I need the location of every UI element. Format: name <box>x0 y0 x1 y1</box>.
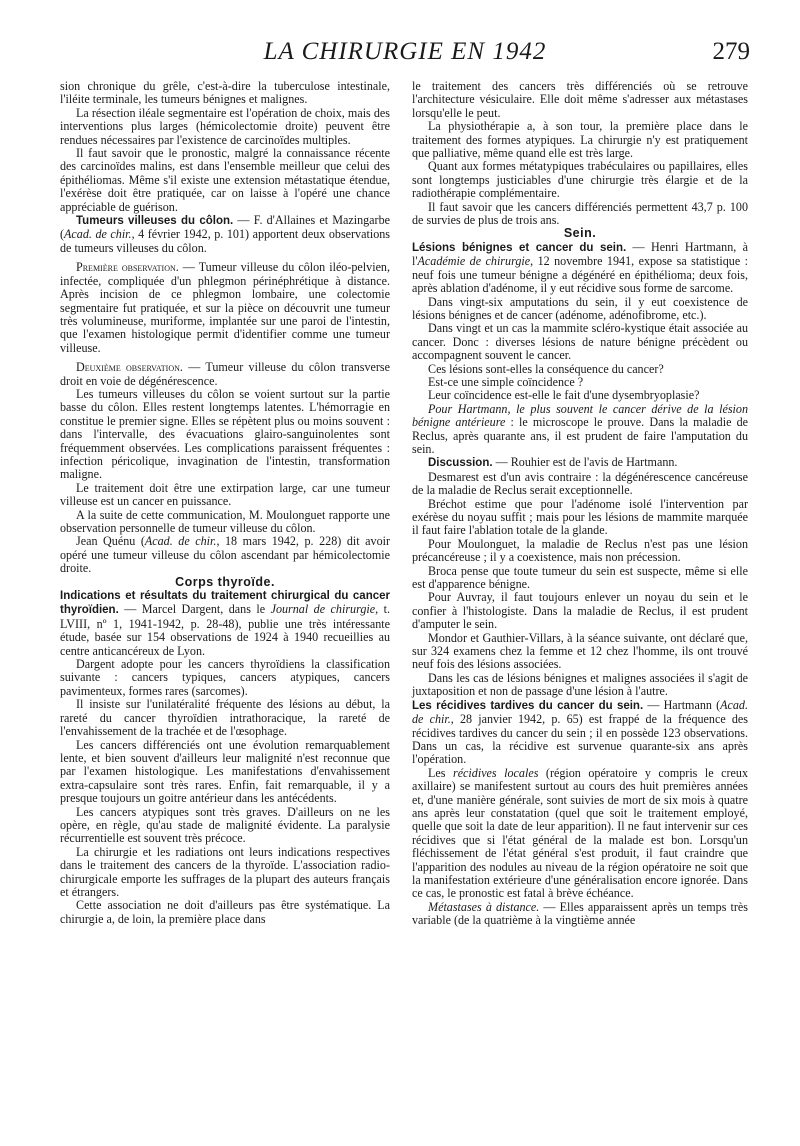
text-run: , 28 janvier 1942, p. 65) est frappé de la fréquence des récidives tardives du cancer du sein ; il en possède 123 observations. Dans un cas, la récidive est survenue quarante-six ans après l'opération. <box>412 712 748 767</box>
text-run: , 12 novembre 1941, expose sa statistique : neuf fois une tumeur bénigne a dégénéré en épithélioma; deux fois, après ablation d'adénome, il y eut récidive sous forme de sarcome. <box>412 254 748 296</box>
citation: Acad. de chir. <box>64 227 132 242</box>
entry-heading: Lésions bénignes et cancer du sein. <box>412 241 627 254</box>
text-run: — Tumeur villeuse du côlon transverse droit en voie de dégénérescence. <box>60 360 390 388</box>
observation-label: Deuxième observation. <box>76 360 183 375</box>
paragraph: Mondor et Gauthier-Villars, à la séance suivante, ont déclaré que, sur 324 examens chez la femme et 12 chez l'homme, ils ont trouvé neuf fois des lésions associées. <box>412 630 748 672</box>
text-run: — Marcel Dargent, dans le <box>118 602 271 617</box>
paragraph <box>412 403 748 457</box>
text-run: Les <box>428 765 453 780</box>
paragraph: Quant aux formes métatypiques trabéculaires ou papillaires, elles sont longtemps justiciables d'une chirurgie très élargie et de la radiothérapie complémentaire. <box>412 159 748 201</box>
paragraph: Les cancers atypiques sont très graves. D'ailleurs on ne les opère, en règle, qu'au stade de malignité évidente. La paralysie récurrentielle est souvent très précoce. <box>60 804 390 846</box>
entry-heading: Indications et résultats du traitement chirurgical du cancer thyroïdien. <box>60 590 390 617</box>
text-run: Jean Quénu ( <box>76 534 145 549</box>
paragraph <box>412 699 748 767</box>
paragraph <box>412 241 748 296</box>
paragraph: Le traitement doit être une extirpation large, car une tumeur villeuse est un cancer en puissance. <box>60 480 390 509</box>
paragraph <box>60 261 390 355</box>
entry-heading: Tumeurs villeuses du côlon. <box>76 215 234 228</box>
text-run: (région opératoire y compris le creux axillaire) se manifestent surtout au cours des huit premières années et, d'une manière générale, sont suivies de mort de six mois à quatre ans après leur constatation (quel que soit le traitement employé, quelle que soit la date de leur apparition). Il ne faut intervenir sur ces récidives que si l'état général de la malade est bon. Lorsqu'un fléchissement de l'état général s'est produit, il faut craindre que l'apparition des nodules au niveau de la région opératoire ne soit que la manifestation extérieure d'une généralisation encore ignorée. Dans ce cas, le pronostic est fatal à brève échéance. <box>412 765 748 901</box>
paragraph: Dargent adopte pour les cancers thyroïdiens la classification suivante : cancers typiques, cancers atypiques, cancers pavimenteux, formes rares (sarcomes). <box>60 657 390 698</box>
text-run: — Henri Hartmann, à l' <box>412 239 748 269</box>
paragraph: Les cancers différenciés ont une évolution remarquablement lente, et bien souvent d'ailleurs leur malignité n'est reconnue que par l'examen histologique. Les manifestations d'envahissement extra-capsulaire sont très rares. Enfin, fait remarquable, il y a presque toujours un goitre antérieur dans les antécédents. <box>60 737 390 806</box>
citation: Acad. de chir. <box>144 534 217 549</box>
paragraph <box>60 589 390 658</box>
text-run: Pour Hartmann, le plus souvent le cancer dérive de la lésion bénigne antérieure <box>412 401 748 430</box>
text-run: , 4 février 1942, p. 101) apportent deux observations de tumeurs villeuses du côlon. <box>60 227 390 255</box>
paragraph: Il faut savoir que les cancers différenciés permettent 43,7 p. 100 de survies de plus de trois ans. <box>412 199 748 228</box>
text-run: — Elles apparaissent après un temps très variable (de la quatrième à la vingtième année <box>412 899 748 928</box>
text-run: — Hartmann ( <box>643 697 721 712</box>
section-title: Corps thyroïde. <box>175 574 275 589</box>
paragraph: Dans vingt et un cas la mammite scléro-kystique était associée au cancer. Donc : diverses lésions de nature bénigne précèdent ou accompagnent souvent le cancer. <box>412 321 748 363</box>
paragraph <box>412 901 748 928</box>
paragraph <box>412 456 748 470</box>
right-column <box>412 80 748 928</box>
paragraph <box>60 361 390 388</box>
citation: Académie de chirurgie <box>417 254 531 269</box>
text-run: — Rouhier est de l'avis de Hartmann. <box>492 455 678 470</box>
observation-label: Première observation. <box>76 260 179 275</box>
text-run: : le microscope le prouve. Dans la maladie de Reclus, après quarante ans, il est prudent de faire l'amputation du sein. <box>412 415 749 456</box>
left-column <box>60 80 390 926</box>
citation: Acad. de chir. <box>412 697 748 727</box>
paragraph: Pour Auvray, il faut toujours enlever un noyau du sein et le confier à l'histologiste. Dans la maladie de Reclus, il est prudent d'amputer le sein. <box>412 590 748 632</box>
entry-heading: Discussion. <box>428 457 493 470</box>
paragraph: Desmarest est d'un avis contraire : la dégénérescence cancéreuse de la maladie de Reclus serait exceptionnelle. <box>412 469 748 498</box>
paragraph: Pour Moulonguet, la maladie de Reclus n'est pas une lésion précancéreuse ; il y a coexistence, mais non précession. <box>412 536 748 565</box>
text-run: récidives locales <box>452 765 539 780</box>
text-run: — Tumeur villeuse du côlon iléo-pelvien, infectée, compliquée d'un phlegmon périnéphrétique à distance. Après incision de ce phlegmon lombaire, une colectomie segmentaire fut pratiquée, et sur la pièce on découvrit une tumeur très volumineuse, muriforme, implantée sur une paroi de l'intestin, que l'examen histologique permit d'identifier comme une tumeur villeuse. <box>60 260 391 355</box>
paragraph <box>412 767 748 901</box>
paragraph: Il faut savoir que le pronostic, malgré la connaissance récente des carcinoïdes malins, est dans l'ensemble meilleur que celui des épithéliomas. Même s'il existe une extension métastatique étendue, l'exérèse doit être pratiquée, car on laisse à l'opéré une chance appréciable de guérison. <box>60 146 390 214</box>
paragraph: Est-ce une simple coïncidence ? <box>428 374 584 389</box>
text-run: , t. LVIII, nº 1, 1941-1942, p. 28-48), publie une très intéressante étude, basée sur 154 observations de 1924 à 1940 recueillies au centre anticancéreux de Lyon. <box>60 602 390 658</box>
paragraph: Broca pense que toute tumeur du sein est suspecte, même si elle est d'apparence bénigne. <box>412 563 748 592</box>
paragraph: Dans vingt-six amputations du sein, il y eut coexistence de lésions bénignes et de cancer (adénome, adénofibrome, etc.). <box>412 294 748 322</box>
paragraph: La physiothérapie a, à son tour, la première place dans le traitement des formes atypiques. La chirurgie n'y est pratiquement que palliative, même quand elle est très large. <box>412 119 748 161</box>
page-header <box>60 38 750 74</box>
paragraph <box>60 535 390 575</box>
entry-heading: Les récidives tardives du cancer du sein. <box>412 699 644 712</box>
paragraph: Ces lésions sont-elles la conséquence du cancer? <box>428 361 664 376</box>
page-number: 279 <box>712 38 750 65</box>
citation: Journal de chirurgie <box>270 602 376 617</box>
paragraph: Leur coïncidence est-elle le fait d'une dysembryoplasie? <box>428 388 700 403</box>
paragraph: La résection iléale segmentaire est l'opération de choix, mais des interventions plus larges (hémicolectomie droite) peuvent être rendues nécessaires par l'existence de carcinoïdes multiples. <box>60 105 390 147</box>
running-title: LA CHIRURGIE EN 1942 <box>263 38 547 65</box>
paragraph: le traitement des cancers très différenciés où se retrouve l'architecture vésiculaire. Elle doit même s'adresser aux métastases lorsqu'elle le peut. <box>412 79 748 120</box>
paragraph: Dans les cas de lésions bénignes et malignes associées il s'agit de juxtaposition et non de passage d'une lésion à l'autre. <box>412 670 748 699</box>
text-run: — F. d'Allaines et Mazingarbe ( <box>60 213 390 242</box>
paragraph: La chirurgie et les radiations ont leurs indications respectives dans le traitement des cancers de la thyroïde. L'association radio-chirurgicale emporte les suffrages de la plupart des auteurs français et étrangers. <box>60 844 390 899</box>
paragraph: A la suite de cette communication, M. Moulonguet rapporte une observation personnelle de tumeur villeuse du côlon. <box>60 507 390 535</box>
paragraph: Cette association ne doit d'ailleurs pas être systématique. La chirurgie a, de loin, la première place dans <box>60 898 390 926</box>
section-title: Sein. <box>563 226 597 241</box>
paragraph: Les tumeurs villeuses du côlon se voient surtout sur la partie basse du côlon. Elles restent longtemps latentes. L'hémorragie en constitue le premier signe. Elles se répètent plus ou moins souvent : dans l'intervalle, des évacuations glairo-sanguinolentes sont fréquemment observées. Les complications paraissent fréquentes : infection péricolique, invagination de l'intestin, transformation maligne. <box>60 386 390 482</box>
paragraph: Il insiste sur l'unilatéralité fréquente des lésions au début, la rareté du cancer thyroïdien intrathoracique, la rareté de l'envahissement de la trachée et de l'œsophage. <box>60 697 390 739</box>
paragraph: Bréchot estime que pour l'adénome isolé l'intervention par exérèse du noyau suffit ; mais pour les lésions de mammite marquée il faut faire l'ablation totale de la glande. <box>412 496 748 538</box>
paragraph <box>60 214 390 255</box>
text-run: Métastases à distance. <box>428 899 540 914</box>
text-run: , 18 mars 1942, p. 228) dit avoir opéré une tumeur villeuse du côlon ascendant par hémicolectomie droite. <box>60 534 391 576</box>
paragraph: sion chronique du grêle, c'est-à-dire la tuberculose intestinale, l'iléite terminale, les tumeurs bénignes et malignes. <box>60 79 390 107</box>
